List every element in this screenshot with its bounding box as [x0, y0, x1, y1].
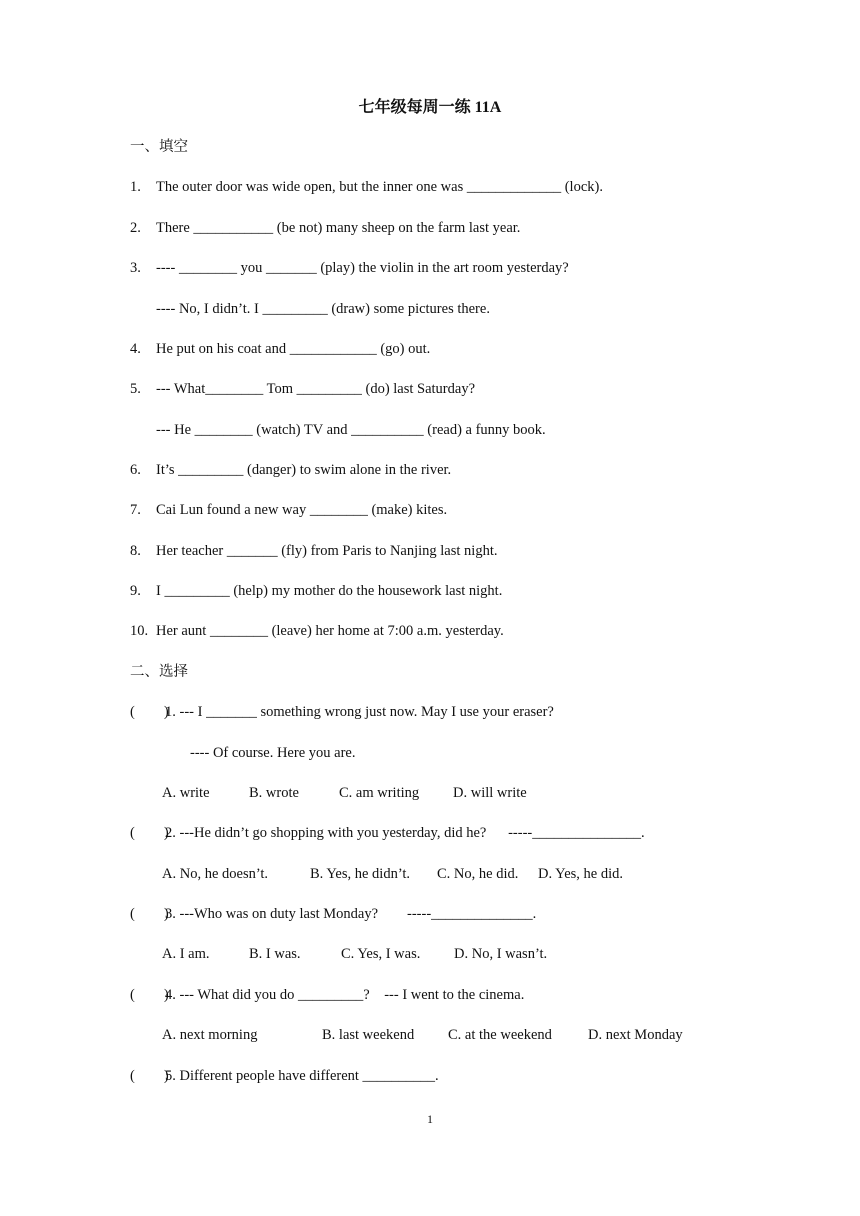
item-text: The outer door was wide open, but the inner one was _____________ (lock). [156, 179, 603, 195]
item-text: Her aunt ________ (leave) her home at 7:00 a.m. yesterday. [156, 623, 504, 639]
item-number: 4. [130, 341, 141, 357]
item-text: ---- ________ you _______ (play) the violin in the art room yesterday? [156, 260, 569, 276]
option-a: A. No, he doesn’t. [162, 866, 269, 882]
section-heading-fill-in: 一、填空 [130, 139, 188, 155]
option-d: D. No, I wasn’t. [454, 946, 548, 962]
answer-blank: ( ) [130, 987, 169, 1003]
document-title: 七年级每周一练 11A [358, 99, 502, 116]
question-continuation: ---- Of course. Here you are. [190, 745, 356, 761]
option-a: A. next morning [162, 1027, 258, 1043]
option-a: A. write [162, 785, 210, 801]
item-number: 3. [130, 260, 141, 276]
option-c: C. No, he did. [437, 866, 519, 882]
page-number: 1 [427, 1112, 433, 1126]
answer-blank: ( ) [130, 906, 169, 922]
item-number: 8. [130, 543, 141, 559]
answer-blank: ( ) [130, 825, 169, 841]
item-number: 1. [130, 179, 141, 195]
option-c: C. am writing [339, 785, 420, 801]
item-number: 5. [130, 381, 141, 397]
item-text: There ___________ (be not) many sheep on the farm last year. [156, 220, 521, 236]
item-number: 7. [130, 502, 141, 518]
answer-blank: ( ) [130, 1068, 169, 1084]
item-text: Her teacher _______ (fly) from Paris to Nanjing last night. [156, 543, 498, 559]
item-number: 2. [130, 220, 141, 236]
option-b: B. Yes, he didn’t. [310, 866, 411, 882]
item-number: 9. [130, 583, 141, 599]
item-number: 6. [130, 462, 141, 478]
option-d: D. Yes, he did. [538, 866, 623, 882]
option-a: A. I am. [162, 946, 210, 962]
item-text: I _________ (help) my mother do the housework last night. [156, 583, 503, 599]
option-d: D. will write [453, 785, 527, 801]
section-heading-multiple-choice: 二、选择 [130, 664, 188, 680]
item-text: It’s _________ (danger) to swim alone in the river. [156, 462, 452, 478]
item-continuation: ---- No, I didn’t. I _________ (draw) some pictures there. [156, 301, 490, 317]
answer-blank: ( ) [130, 704, 169, 720]
item-text: He put on his coat and ____________ (go) out. [156, 341, 431, 357]
question-text: 3. ---Who was on duty last Monday? -----______________. [165, 906, 537, 922]
option-d: D. next Monday [588, 1027, 683, 1043]
option-c: C. Yes, I was. [341, 946, 421, 962]
question-text: 4. --- What did you do _________? --- I went to the cinema. [165, 987, 525, 1003]
option-c: C. at the weekend [448, 1027, 552, 1043]
option-b: B. wrote [249, 785, 299, 801]
item-text: --- What________ Tom _________ (do) last Saturday? [156, 381, 476, 397]
question-text: 1. --- I _______ something wrong just now. May I use your eraser? [165, 704, 554, 720]
option-b: B. last weekend [322, 1027, 415, 1043]
question-text: 2. ---He didn’t go shopping with you yesterday, did he? -----_______________. [165, 825, 645, 841]
option-b: B. I was. [249, 946, 301, 962]
question-text: 5. Different people have different __________. [165, 1068, 439, 1084]
item-text: Cai Lun found a new way ________ (make) kites. [156, 502, 448, 518]
item-number: 10. [130, 623, 149, 639]
item-continuation: --- He ________ (watch) TV and __________ (read) a funny book. [156, 422, 546, 438]
